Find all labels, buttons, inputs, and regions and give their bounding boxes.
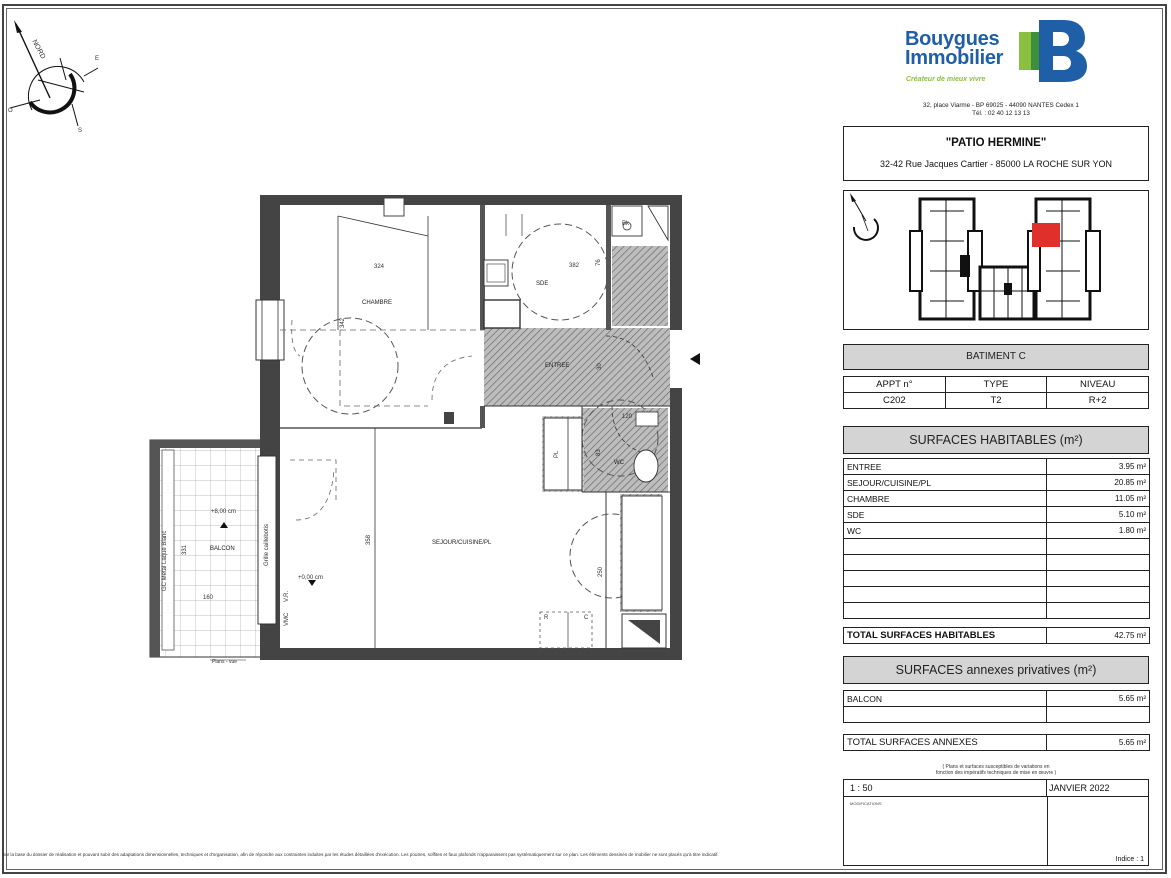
appliance-c: C: [584, 615, 589, 621]
table-row: [844, 555, 1150, 571]
variation-note-line-1: ( Plans et surfaces susceptibles de variations en: [942, 764, 1050, 770]
surface-name-sde: SDE: [844, 507, 1047, 523]
dim-balcon-height: 331: [182, 544, 188, 555]
scale: 1 : 50: [844, 780, 1047, 797]
empty-cell: [844, 571, 1047, 587]
annex-name-balcon: BALCON: [844, 691, 1047, 707]
apartment-header-row: [844, 377, 1149, 393]
room-label-pl: PL: [554, 450, 560, 458]
table-row: [844, 523, 1150, 539]
issue-date: JANVIER 2022: [1047, 780, 1148, 797]
empty-cell: [844, 539, 1047, 555]
empty-cell: [844, 587, 1047, 603]
variation-note-line-2: fonction des impératifs techniques de mise en œuvre ): [935, 770, 1057, 776]
table-row: [844, 459, 1150, 475]
surfaces-habitables-band: SURFACES HABITABLES (m²): [843, 426, 1149, 454]
total-annexes-table: [843, 734, 1150, 751]
project-box: [843, 126, 1149, 181]
total-habitable-table: [843, 627, 1150, 644]
level-sejour: +0,00 cm: [298, 575, 323, 581]
compass-west-letter: O: [8, 108, 13, 114]
compass-north-label: NORD: [30, 38, 47, 61]
address-line-2: Tél. : 02 40 12 13 13: [972, 110, 1030, 117]
empty-cell: [1047, 571, 1150, 587]
annex-value-balcon: 5.65 m²: [1047, 691, 1150, 707]
label-garde-corps: GC Métal Laqué Blanc: [162, 530, 168, 591]
room-label-sde: SDE: [536, 281, 549, 287]
revision-box: [843, 779, 1149, 866]
dim-wc-horizontal: 120: [622, 414, 633, 420]
empty-cell: [844, 707, 1047, 723]
company-address: [843, 102, 1159, 118]
apt-header-level: NIVEAU: [1047, 377, 1149, 393]
surface-name-wc: WC: [844, 523, 1047, 539]
label-vmc: VMC: [284, 612, 290, 626]
site-plan-box: [843, 190, 1149, 330]
empty-cell: [1047, 539, 1150, 555]
modifications-label: MODIFICATIONS: [850, 801, 882, 806]
apt-header-number: APPT n°: [844, 377, 946, 393]
surface-name-entree: ENTREE: [844, 459, 1047, 475]
apt-type: T2: [945, 393, 1047, 409]
compass-east-letter: E: [95, 56, 100, 62]
apt-header-type: TYPE: [945, 377, 1047, 393]
dim-sde-side: 76: [596, 259, 602, 266]
disclaimer-text: Sur la base du dossier de réalisation et pouvant subir des adaptations dimensionnelles, techniques et d'organisation, afin de répondre aux contraintes induites par les études détaillées d'exécution. Les poutres, soffites et faux plafonds n'apparaissent pas systématiquement sur ce plan. Les éléments dessinés de mobilier ne sont placés qu'à titre indicatif.: [2, 852, 719, 857]
dim-entree: 30: [597, 363, 603, 370]
room-label-wc: WC: [614, 460, 624, 466]
dim-chambre-width: 324: [374, 264, 385, 270]
bouygues-logo-icon: [1019, 20, 1087, 82]
surface-value-sejour: 20.85 m²: [1047, 475, 1150, 491]
total-habitable-label: TOTAL SURFACES HABITABLES: [844, 628, 1047, 644]
table-row: [844, 491, 1150, 507]
surfaces-table: [843, 458, 1150, 619]
appliance-r: R: [544, 615, 549, 621]
brand-line-2: Immobilier: [905, 47, 1004, 69]
empty-cell: [1047, 555, 1150, 571]
surface-value-entree: 3.95 m²: [1047, 459, 1150, 475]
project-address: 32-42 Rue Jacques Cartier - 85000 LA ROCHE SUR YON: [880, 159, 1112, 169]
empty-cell: [844, 555, 1047, 571]
compass-south-letter: S: [78, 128, 83, 134]
surface-value-wc: 1.80 m²: [1047, 523, 1150, 539]
surface-value-chambre: 11.05 m²: [1047, 491, 1150, 507]
apt-level: R+2: [1047, 393, 1149, 409]
table-row: [844, 539, 1150, 555]
empty-cell: [1047, 707, 1150, 723]
dim-sejour-height: 358: [366, 534, 372, 545]
level-balcon: +8,00 cm: [211, 509, 236, 515]
title-block: [843, 0, 1159, 878]
address-line-1: 32, place Viarme - BP 69025 - 44090 NANTES Cedex 1: [923, 102, 1079, 109]
room-label-entree: ENTREE: [545, 363, 570, 369]
apartment-values-row: [844, 393, 1149, 409]
brand-logo-text: [905, 30, 1003, 68]
dim-wc-vertical: 83: [596, 449, 602, 456]
annexes-table: [843, 690, 1150, 723]
room-label-sejour: SEJOUR/CUISINE/PL: [432, 540, 492, 546]
dim-sejour-kitchen: 250: [598, 566, 604, 577]
dim-chambre-height: 342: [340, 317, 346, 328]
surface-value-sde: 5.10 m²: [1047, 507, 1150, 523]
total-annexes-row: [844, 735, 1150, 751]
table-row: [844, 691, 1150, 707]
batiment-band: BATIMENT C: [843, 344, 1149, 370]
apt-number: C202: [844, 393, 946, 409]
label-vr: V.R.: [284, 590, 290, 602]
site-plan-drawing: [844, 191, 1148, 329]
indice: Indice : 1: [1115, 856, 1144, 863]
table-row: [844, 475, 1150, 491]
label-plan-vue: Plans - vue: [212, 659, 238, 665]
brand-tagline: Créateur de mieux vivre: [906, 76, 986, 83]
room-label-balcon: BALCON: [210, 546, 235, 552]
empty-cell: [1047, 603, 1150, 619]
brand-line-1: Bouygues: [905, 28, 1000, 50]
dim-sde-width: 382: [569, 263, 580, 269]
table-row: [844, 571, 1150, 587]
total-annexes-label: TOTAL SURFACES ANNEXES: [844, 735, 1047, 751]
total-habitable-value: 42.75 m²: [1047, 628, 1150, 644]
empty-cell: [844, 603, 1047, 619]
revision-divider: [1047, 797, 1048, 865]
surface-name-chambre: CHAMBRE: [844, 491, 1047, 507]
surfaces-annexes-band: SURFACES annexes privatives (m²): [843, 656, 1149, 684]
room-label-chambre: CHAMBRE: [362, 300, 393, 306]
total-habitable-row: [844, 628, 1150, 644]
dim-balcon-width: 160: [203, 595, 214, 601]
surface-name-sejour: SEJOUR/CUISINE/PL: [844, 475, 1047, 491]
project-name: "PATIO HERMINE": [945, 137, 1047, 149]
table-row: [844, 707, 1150, 723]
variation-note: [843, 764, 1149, 776]
table-row: [844, 603, 1150, 619]
total-annexes-value: 5.65 m²: [1047, 735, 1150, 751]
empty-cell: [1047, 587, 1150, 603]
entrance-arrow-icon: [690, 353, 700, 365]
apartment-table: [843, 376, 1149, 409]
label-grille: Grille caillebotis: [264, 523, 270, 566]
table-row: [844, 507, 1150, 523]
table-row: [844, 587, 1150, 603]
label-bk: Bk: [622, 221, 630, 227]
